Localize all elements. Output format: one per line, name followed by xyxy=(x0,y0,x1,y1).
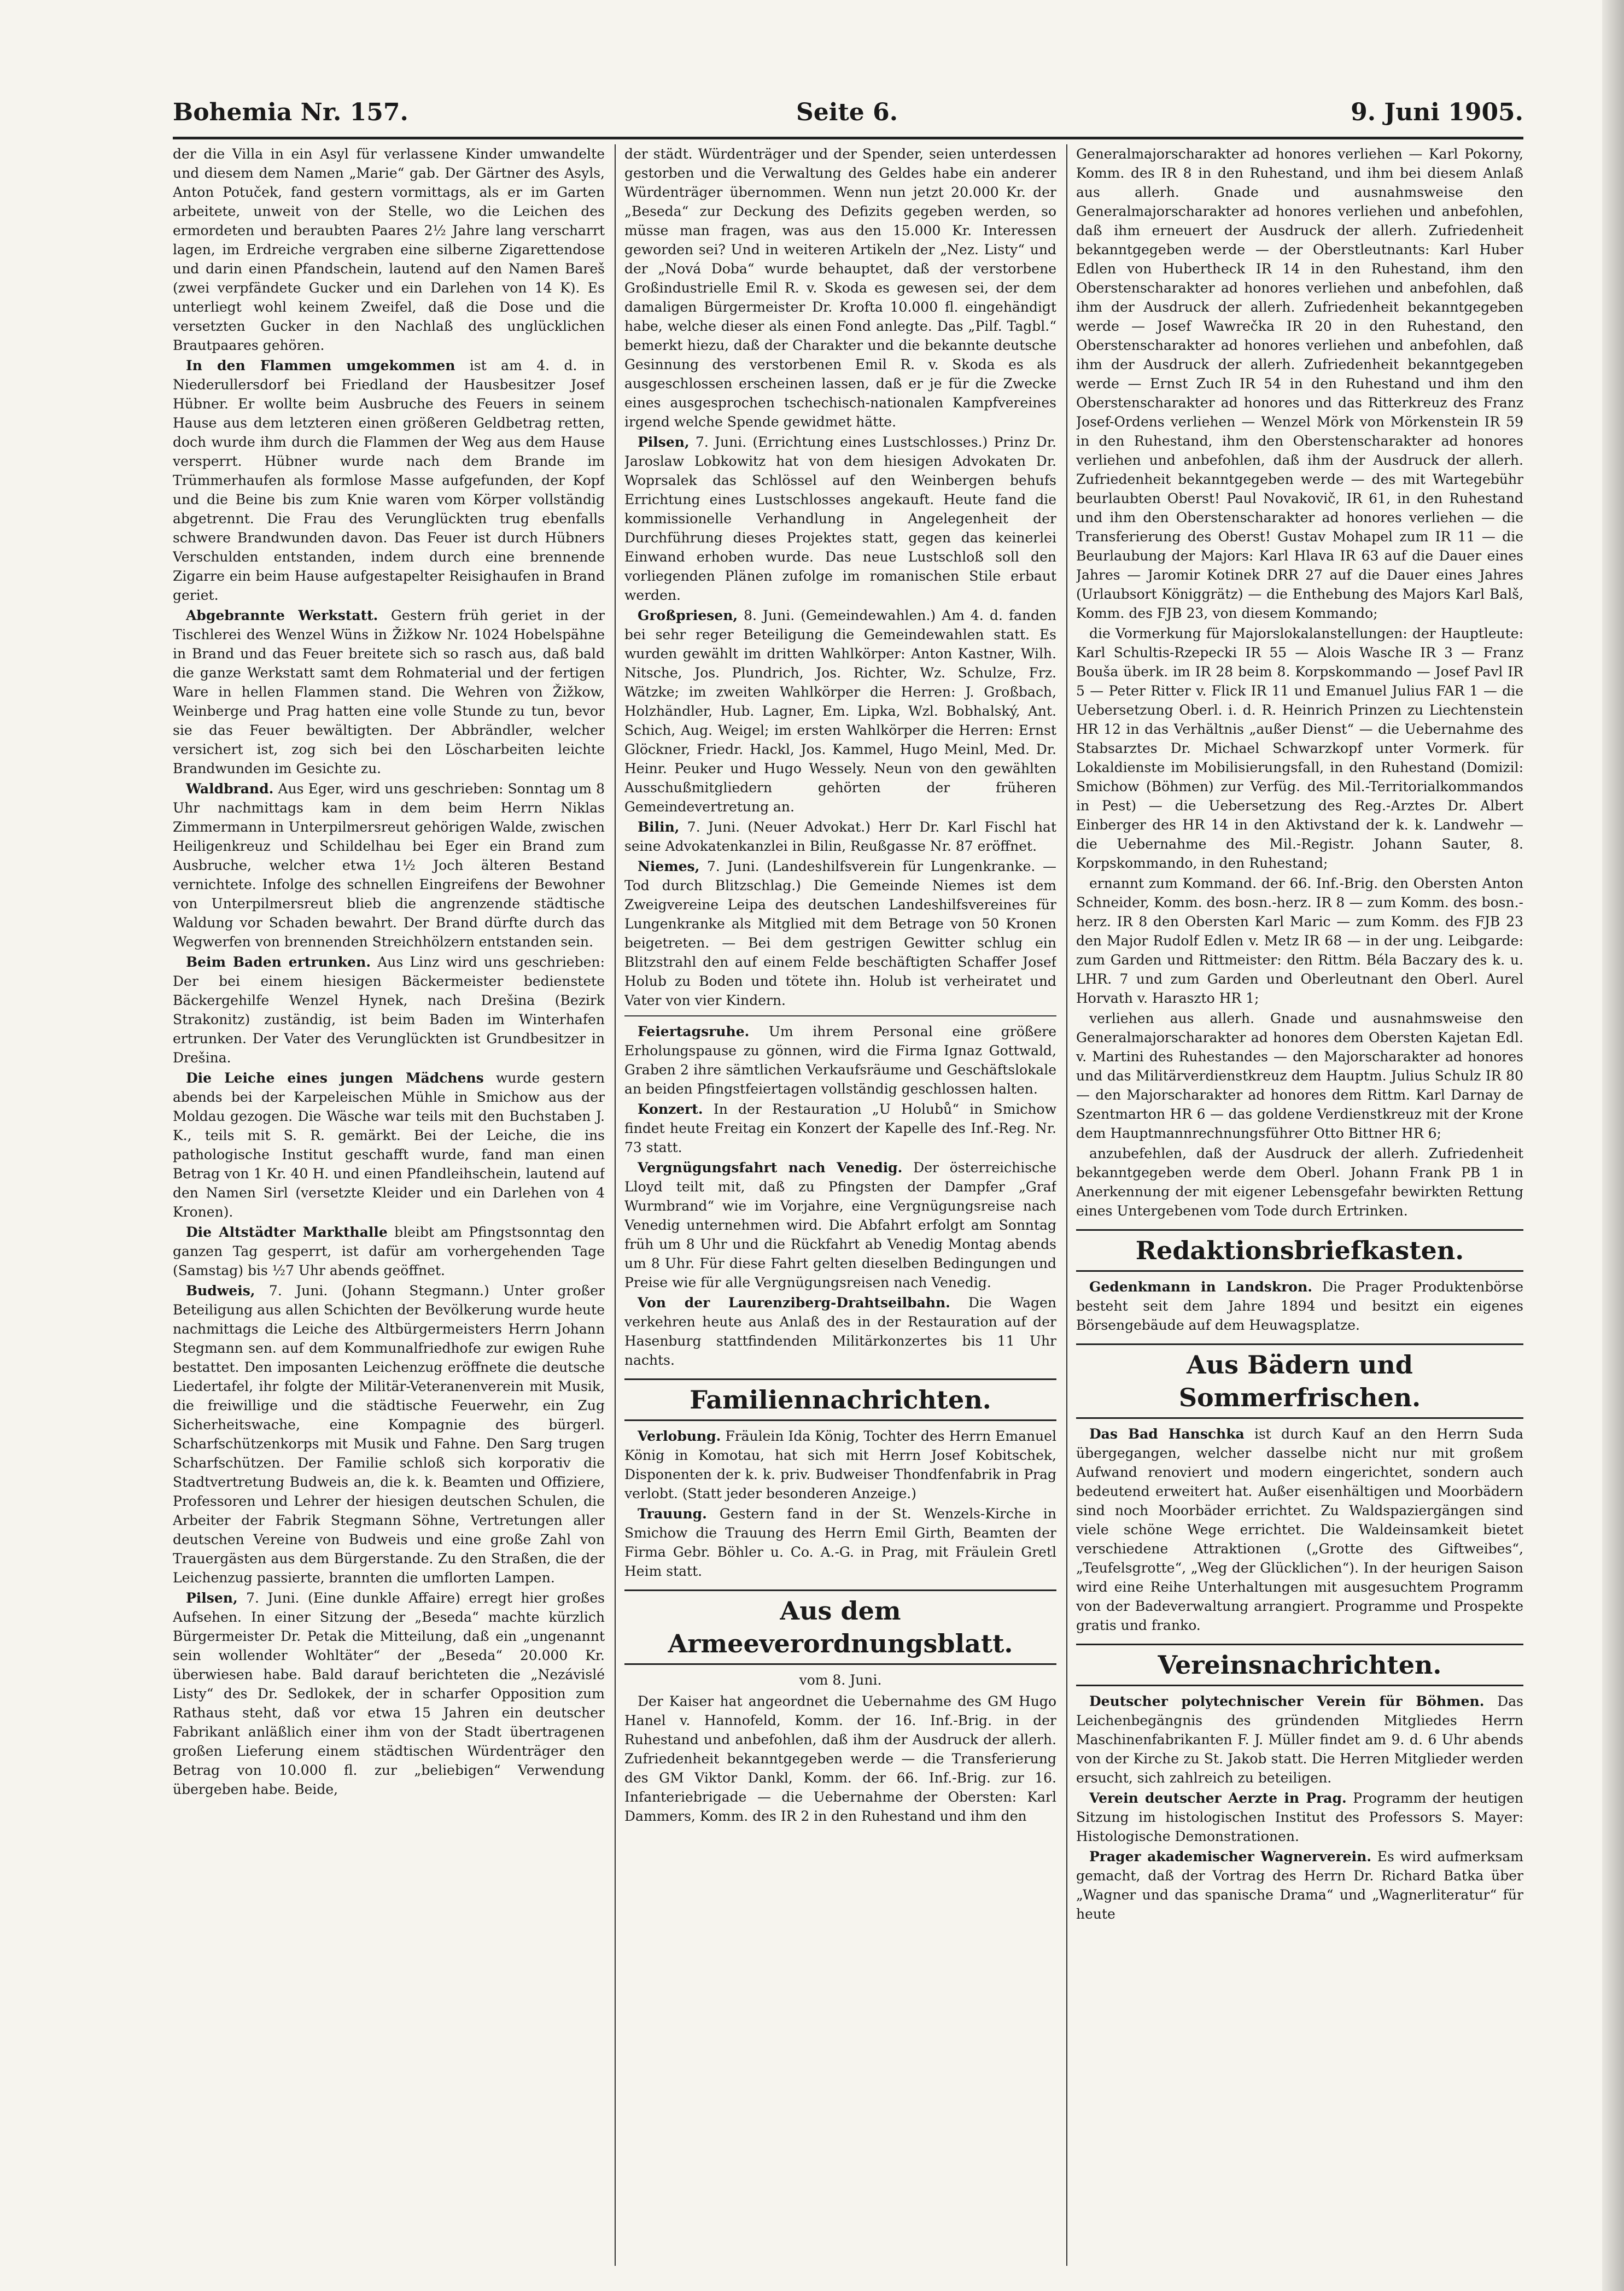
article-text: Um ihrem Personal eine größere Erholungspause zu gönnen, wird die Firma Ignaz Gottwald, Graben 2 ihre sämtlichen Verkaufsräume und Geschäftslokale an beiden Pfingstfeiertagen vollständig geschlossen halten. xyxy=(624,1024,1056,1097)
article-text: 7. Juni. (Johann Stegmann.) Unter großer Beteiligung aus allen Schichten der Bevölkerung wurde heute nachmittags die Leiche des Altbürgermeisters Herrn Johann Stegmann sen. auf dem Kommunalfriedhofe zur ewigen Ruhe bestattet. Den imposanten Leichenzug eröffnete die deutsche Liedertafel, ihr folgte der Militär-Veteranenverein mit Musik, die freiwillige und die städtische Feuerwehr, ein Zug Sicherheitswache, eine Kompagnie des bürgerl. Scharfschützenkorps mit Musik und Fahne. Den Sarg trugen Scharfschützen. Der Familie schloß sich korporativ die Stadtvertretung Budweis an, die k. k. Beamten und Offiziere, Professoren und Lehrer der hiesigen deutschen Schulen, die Arbeiter der Fabrik Stegmann Söhne, Vertretungen aller deutschen Vereine von Budweis und eine große Zahl von Trauergästen aus dem Bürgerstande. Zu den Straßen, die der Leichenzug passierte, brannten die umflorten Lampen. xyxy=(173,1283,605,1586)
article-headline: Trauung. xyxy=(638,1506,707,1522)
article-paragraph xyxy=(1076,1424,1523,1635)
article-paragraph xyxy=(624,433,1056,605)
article-paragraph xyxy=(173,1281,605,1587)
column-1 xyxy=(173,144,605,2266)
article-text: ist am 4. d. in Niederullersdorf bei Friedland der Hausbesitzer Josef Hübner. Er wollte beim Ausbruche des Feuers in seinem Hause aus dem letzteren einen größeren Geldbetrag retten, doch wurde ihm durch die Flammen der Weg aus dem Hause versperrt. Hübner wurde nach dem Brande im Trümmerhaufen als formlose Masse aufgefunden, der Kopf und die Beine bis zum Knie waren vom Körper vollständig abgetrennt. Die Frau des Verunglückten trug ebenfalls schwere Brandwunden davon. Das Feuer ist durch Hübners Verschulden entstanden, indem durch eine brennende Zigarre ein beim Hause aufgestapelter Reisighaufen in Brand geriet. xyxy=(173,358,605,603)
article-headline: Das Bad Hanschka xyxy=(1089,1426,1245,1442)
article-paragraph xyxy=(624,1427,1056,1503)
page-header xyxy=(173,98,1523,131)
article-headline: Prager akademischer Wagnerverein. xyxy=(1089,1849,1372,1865)
article-text: wurde gestern abends bei der Karpeleischen Mühle in Smichow aus der Moldau gezogen. Die Wäsche war teils mit den Buchstaben J. K., teils mit S. R. gemärkt. Bei der Leiche, die ins pathologische Institut geschafft wurde, fand man einen Betrag von 1 Kr. 40 H. und einen Pfandleihschein, lautend auf den Namen Sirl (versetzte Kleider und ein Darlehen von 4 Kronen). xyxy=(173,1070,605,1220)
article-headline: In den Flammen umgekommen xyxy=(186,358,455,373)
article-text: 7. Juni. (Landeshilfsverein für Lungenkranke. — Tod durch Blitzschlag.) Die Gemeinde Niemes ist dem Zweigvereine Leipa des deutschen Landeshilfsvereines für Lungenkranke als Mitglied mit dem Betrage von 50 Kronen beigetreten. — Bei dem gestrigen Gewitter schlug ein Blitzstrahl den auf einem Felde beschäftigten Schaffer Josef Holub zu Boden und tötete ihn. Holub ist verheiratet und Vater von vier Kindern. xyxy=(624,858,1056,1008)
section-heading: Redaktionsbriefkasten. xyxy=(1076,1229,1523,1272)
article-headline: Pilsen, xyxy=(638,434,690,450)
article-text: Programm der heutigen Sitzung im histologischen Institut des Professors S. Mayer: Histologische Demonstrationen. xyxy=(1076,1790,1523,1844)
column-divider xyxy=(615,144,616,2266)
article-headline: Vergnügungsfahrt nach Venedig. xyxy=(638,1160,903,1176)
section-heading: Aus Bädern und Sommerfrischen. xyxy=(1076,1343,1523,1419)
article-text: Aus Eger, wird uns geschrieben: Sonntag um 8 Uhr nachmittags kam in dem beim Herrn Niklas Zimmermann in Unterpilmersreut gehörigen Walde, zwischen Heiligenkreuz und Schildelhau bei Eger ein Brand zum Ausbruche, welcher etwa 1½ Joch älteren Bestand vernichtete. Infolge des schnellen Eingreifens der Bewohner von Unterpilmersreut blieb die angrenzende städtische Waldung vor Schaden bewahrt. Der Brand dürfte durch das Wegwerfen von brennenden Streichhölzern entstanden sein. xyxy=(173,781,605,950)
article-paragraph: verliehen aus allerh. Gnade und ausnahmsweise den Generalmajorscharakter ad honores dem Obersten Kajetan Edl. v. Martini des Ruhestandes — den Majorscharakter ad honores und das Militärverdienstkreuz dem Hauptm. Julius Schulz IR 80 — den Majorscharakter ad honores dem Rittm. Karl Darnay de Szentmarton HR 6 — das goldene Verdienstkreuz mit der Krone dem Hauptmannrechnungsführer Otto Bittner HR 6; xyxy=(1076,1010,1523,1141)
article-headline: Beim Baden ertrunken. xyxy=(186,954,371,970)
article-paragraph xyxy=(173,1068,605,1222)
article-headline: Die Leiche eines jungen Mädchens xyxy=(186,1070,484,1086)
column-2 xyxy=(624,144,1056,2266)
article-text: 7. Juni. (Neuer Advokat.) Herr Dr. Karl Fischl hat seine Advokatenkanzlei in Bilin, Reußgasse Nr. 87 eröffnet. xyxy=(624,819,1056,854)
article-text: Die Wagen verkehren heute aus Anlaß des in der Restauration auf der Hasenburg stattfindenden Militärkonzertes bis 11 Uhr nachts. xyxy=(624,1295,1056,1368)
article-paragraph: der die Villa in ein Asyl für verlassene Kinder umwandelte und diesem dem Namen „Marie“ gab. Der Gärtner des Asyls, Anton Potuček, fand gestern vormittags, als er im Garten arbeitete, unweit von der Stelle, wo die Leichen des ermordeten und beraubten Paares 2½ Jahre lang verscharrt lagen, im Erdreiche vergraben eine silberne Zigarettendose und darin einen Pfandschein, lautend auf den Namen Bareš (zwei verpfändete Gucker und ein Darlehen von 14 K). Es unterliegt wohl keinem Zweifel, daß die Dose und die versetzten Gucker in den Nachlaß des unglücklichen Brautpaares gehören. xyxy=(173,146,605,353)
section-divider xyxy=(624,1015,1056,1016)
article-paragraph: Der Kaiser hat angeordnet die Uebernahme des GM Hugo Hanel v. Hannofeld, Komm. der 16. Inf.-Brig. in der Ruhestand und anbefohlen, daß ihm der Ausdruck der allerh. Zufriedenheit bekanntgegeben werde — die Transferierung des GM Viktor Dankl, Komm. der 66. Inf.-Brig. zur 16. Infanteriebrigade — die Uebernahme der Obersten: Karl Dammers, Komm. des IR 2 in den Ruhestand und ihm den xyxy=(624,1693,1056,1824)
article-paragraph: ernannt zum Kommand. der 66. Inf.-Brig. den Obersten Anton Schneider, Komm. des bosn.-herz. IR 8 — zum Komm. des bosn.-herz. IR 8 den Obersten Karl Maric — zum Komm. des FJB 23 den Major Rudolf Edlen v. Metz IR 68 — in der ung. Leibgarde: zum Garden und Rittmeister: den Rittm. Béla Baczary des k. u. LHR. 7 und zum Garden und Oberleutnant den Oberl. Aurel Horvath v. Haraszto HR 1; xyxy=(1076,875,1523,1006)
article-text: bleibt am Pfingstsonntag den ganzen Tag gesperrt, ist dafür am vorhergehenden Tage (Samstag) bis ½7 Uhr abends geöffnet. xyxy=(173,1224,605,1278)
article-paragraph: der städt. Würdenträger und der Spender, seien unterdessen gestorben und die Verwaltung des Geldes habe ein anderer Würdenträger übernommen. Wenn nun jetzt 20.000 Kr. der „Beseda“ zur Deckung des Defizits gegeben werden, so müsse man fragen, was aus den 15.000 Kr. Interessen geworden sei? Und in weiteren Artikeln der „Nez. Listy“ und der „Nová Doba“ wurde behauptet, daß der verstorbene Großindustrielle Emil R. v. Skoda es gewesen sei, der dem damaligen Bürgermeister Dr. Krofta 10.000 fl. eingehändigt habe, welche dieser als einen Fond anlegte. Das „Pilf. Tagbl.“ bemerkt hiezu, daß der Charakter und die bekannte deutsche Gesinnung des verstorbenen Emil R. v. Skoda es als ausgeschlossen erscheinen lassen, daß er je für die Zwecke eines ausgesprochen tschechisch-nationalen Kampfvereines irgend welche Spende gewidmet hätte. xyxy=(624,146,1056,430)
article-headline: Gedenkmann in Landskron. xyxy=(1089,1279,1312,1295)
article-text: ist durch Kauf an den Herrn Suda übergegangen, welcher dasselbe nicht nur mit großem Aufwand renoviert und modern eingerichtet, sondern auch bedeutend erweitert hat. Außer eisenhältigen und Moorbädern sind noch Moorbäder errichtet. Zu Waldspaziergängen sind viele schöne Wege errichtet. Die Waldeinsamkeit bietet verschiedene Attraktionen („Grotte des Giftweibes“, „Teufelsgrotte“, „Weg der Glücklichen“). In der heurigen Saison wird eine Reihe Unterhaltungen mit ausgesuchtem Programm von der Badeverwaltung arrangiert. Programme und Prospekte gratis und franko. xyxy=(1076,1426,1523,1633)
article-paragraph: anzubefehlen, daß der Ausdruck der allerh. Zufriedenheit bekanntgegeben werde dem Oberl. Johann Frank PB 1 in Anerkennung der mit eigener Lebensgefahr bewirkten Rettung eines Untergebenen vom Tode durch Ertrinken. xyxy=(1076,1146,1523,1219)
article-text: In der Restauration „U Holubů“ in Smichow findet heute Freitag ein Konzert der Kapelle des Inf.-Reg. Nr. 73 statt. xyxy=(624,1101,1056,1155)
column-divider xyxy=(1066,144,1067,2266)
masthead-issue: Bohemia Nr. 157. xyxy=(173,98,408,126)
page-number: Seite 6. xyxy=(796,98,898,126)
article-text: Das Leichenbegängnis des gründenden Mitgliedes Herrn Maschinenfabrikanten F. J. Müller findet am 9. d. 6 Uhr abends von der Kirche zu St. Jakob statt. Die Herren Mitglieder werden ersucht, sich zahlreich zu beteiligen. xyxy=(1076,1693,1523,1786)
article-paragraph xyxy=(1076,1277,1523,1335)
section-date: vom 8. Juni. xyxy=(799,1672,882,1688)
article-paragraph xyxy=(624,1100,1056,1157)
article-headline: Konzert. xyxy=(638,1101,703,1117)
article-paragraph: Generalmajorscharakter ad honores verliehen — Karl Pokorny, Komm. des IR 8 in den Ruhestand, und ihm bei diesem Anlaß aus allerh. Gnade und ausnahmsweise den Generalmajorscharakter ad honores verliehen und anbefohlen, daß ihm erneuert der Ausdruck der allerh. Zufriedenheit bekanntgegeben werde — der Oberstleutnants: Karl Huber Edlen von Hubertheck IR 14 in den Ruhestand, ihm den Oberstenscharakter ad honores verliehen und anbefohlen, daß ihm der Ausdruck der allerh. Zufriedenheit bekanntgegeben werde — Josef Wawrečka IR 20 in den Ruhestand, den Oberstenscharakter ad honores verliehen und anbefohlen, daß ihm der Ausdruck der allerh. Zufriedenheit bekanntgegeben werde — Ernst Zuch IR 54 in den Ruhestand und ihm den Oberstenscharakter ad honores und das Ritterkreuz des Franz Josef-Ordens verliehen — Wenzel Mörk von Mörkenstein IR 59 in den Ruhestand, ihm den Oberstenscharakter ad honores verliehen und anbefohlen, daß ihm der Ausdruck der allerh. Zufriedenheit bekanntgegeben werde — des mit Wartegebühr beurlaubten Oberst! Paul Novakovič, IR 61, in den Ruhestand und ihm den Oberstenscharakter ad honores verliehen — die Transferierung des Oberst! Gustav Mohapel zum IR 11 — die Beurlaubung der Majors: Karl Hlava IR 63 auf die Dauer eines Jahres — Jaromir Kotinek DRR 27 auf die Dauer eines Jahres (Urlaubsort Königgrätz) — die Enthebung des Majors Karl Balš, Komm. des FJB 23, von diesem Kommando; xyxy=(1076,146,1523,621)
article-text: Gestern früh geriet in der Tischlerei des Wenzel Wüns in Žižkow Nr. 1024 Hobelspähne in Brand und das Feuer breitete sich so rasch aus, daß bald die ganze Werkstatt samt dem Rohmaterial und der fertigen Ware in hellen Flammen stand. Die Wehren von Žižkow, Weinberge und Prag hatten eine volle Stunde zu tun, bevor sie das Feuer bewältigten. Der Abbrändler, welcher versichert ist, zog sich bei den Löscharbeiten leichte Brandwunden im Gesichte zu. xyxy=(173,607,605,776)
article-paragraph: die Vormerkung für Majorslokalanstellungen: der Hauptleute: Karl Schultis-Rzepecki IR 55 — Alois Wasche IR 3 — Franz Bouša überk. im IR 28 beim 8. Korpskommando — Josef Pavl IR 5 — Peter Ritter v. Flick IR 11 und Emanuel Julius FAR 1 — die Uebersetzung Oberl. i. d. R. Heinrich Prinzen zu Liechtenstein HR 12 in das Verhältnis „außer Dienst“ — die Uebernahme des Stabsarztes Dr. Michael Schwarzkopf unter Vormerk. für Lokaldienste im Mobilisierungsfall, in den Ruhestand (Domizil: Smichow (Böhmen) zur Verfüg. des Mil.-Territorialkommandos in Pest) — die Uebersetzung des Reg.-Arztes Dr. Albert Einberger des HR 14 in den Aktivstand der k. k. Landwehr — die Uebernahme des Mil.-Registr. Johann Sauter, 8. Korpskommando, in den Ruhestand; xyxy=(1076,626,1523,871)
article-headline: Abgebrannte Werkstatt. xyxy=(186,607,378,623)
article-headline: Niemes, xyxy=(638,858,700,874)
article-paragraph xyxy=(624,1504,1056,1581)
article-headline: Bilin, xyxy=(638,819,680,835)
article-text: Fräulein Ida König, Tochter des Herrn Emanuel König in Komotau, hat sich mit Herrn Josef Kobitschek, Disponenten der k. k. priv. Budweiser Thondfenfabrik in Prag verlobt. (Statt jeder besonderen Anzeige.) xyxy=(624,1428,1056,1501)
article-paragraph xyxy=(624,857,1056,1010)
article-paragraph xyxy=(624,1022,1056,1098)
article-paragraph xyxy=(624,606,1056,816)
article-paragraph xyxy=(173,1223,605,1280)
article-headline: Pilsen, xyxy=(186,1590,238,1606)
column-3 xyxy=(1076,144,1523,2266)
article-paragraph xyxy=(173,779,605,951)
article-paragraph xyxy=(1076,1789,1523,1846)
article-headline: Verein deutscher Aerzte in Prag. xyxy=(1089,1790,1347,1806)
article-headline: Großpriesen, xyxy=(638,607,738,623)
article-headline: Feiertagsruhe. xyxy=(638,1024,750,1039)
article-text: 7. Juni. (Errichtung eines Lustschlosses.) Prinz Dr. Jaroslaw Lobkowitz hat von dem hiesigen Advokaten Dr. Woprsalek das Schlössel auf den Weinbergen behufs Errichtung eines Lustschlosses angekauft. Heute fand die kommissionelle Verhandlung in Angelegenheit der Durchführung dieses Projektes statt, gegen das keinerlei Einwand erhoben wurde. Das neue Lustschloß soll den vorliegenden Plänen zufolge im romanischen Stile erbaut werden. xyxy=(624,434,1056,603)
article-text: 8. Juni. (Gemeindewahlen.) Am 4. d. fanden bei sehr reger Beteiligung die Gemeindewahlen statt. Es wurden gewählt im dritten Wahlkörper: Anton Kastner, Wilh. Nitsche, Jos. Plundrich, Jos. Richter, Wz. Schulze, Frz. Wätzke; im zweiten Wahlkörper die Herren: J. Großbach, Holzhändler, Hub. Lagner, Em. Lipka, Wzl. Bobhalský, Ant. Schich, Aug. Weigel; im ersten Wahlkörper die Herren: Ernst Glöckner, Friedr. Hackl, Jos. Kammel, Hugo Meinl, Med. Dr. Heinr. Peuker und Hugo Wessely. Neun von den gewählten Ausschußmitgliedern gehörten der früheren Gemeindevertretung an. xyxy=(624,607,1056,815)
article-text: Es wird aufmerksam gemacht, daß der Vortrag des Herrn Dr. Richard Batka über „Wagner und das spanische Drama“ und „Wagnerliteratur“ für heute xyxy=(1076,1849,1523,1922)
issue-date: 9. Juni 1905. xyxy=(1351,98,1523,126)
article-paragraph xyxy=(624,817,1056,856)
article-headline: Die Altstädter Markthalle xyxy=(186,1224,388,1240)
header-rule xyxy=(173,137,1523,139)
article-paragraph xyxy=(173,952,605,1067)
article-headline: Waldbrand. xyxy=(186,781,274,797)
page-fold-shadow xyxy=(1602,0,1624,2291)
article-paragraph xyxy=(624,1158,1056,1292)
article-paragraph xyxy=(1076,1847,1523,1924)
article-text: 7. Juni. (Eine dunkle Affaire) erregt hier großes Aufsehen. In einer Sitzung der „Beseda“ machte kürzlich Bürgermeister Dr. Petak die Mitteilung, daß ein „ungenannt sein wollender Wohltäter“ der „Beseda“ 20.000 Kr. überwiesen habe. Bald darauf berichteten die „Nezávislé Listy“ des Dr. Sedlokek, der in scharfer Opposition zum Rathaus steht, daß vor etwa 15 Jahren ein deutscher Fabrikant anläßlich einer ihm von der Stadt übertragenen großen Lieferung einem städtischen Würdenträger den Betrag von 10.000 fl. zur „beliebigen“ Verwendung übergeben habe. Beide, xyxy=(173,1590,605,1797)
article-headline: Von der Laurenziberg-Drahtseilbahn. xyxy=(638,1295,950,1311)
section-heading: Aus dem Armeeverordnungsblatt. xyxy=(624,1589,1056,1665)
article-text: Der österreichische Lloyd teilt mit, daß zu Pfingsten der Dampfer „Graf Wurmbrand“ wie im Vorjahre, eine Vergnügungsreise nach Venedig unternehmen wird. Die Abfahrt erfolgt am Sonntag früh um 8 Uhr und die Rückfahrt ab Venedig Montag abends um 8 Uhr. Für diese Fahrt gelten dieselben Bedingungen und Preise wie für alle Vergnügungsreisen nach Venedig. xyxy=(624,1160,1056,1290)
section-heading: Vereinsnachrichten. xyxy=(1076,1644,1523,1686)
article-paragraph xyxy=(173,356,605,605)
section-heading: Familiennachrichten. xyxy=(624,1378,1056,1421)
article-paragraph xyxy=(624,1293,1056,1370)
article-text: Die Prager Produktenbörse besteht seit dem Jahre 1894 und besitzt ein eigenes Börsengebäude auf dem Heuwagsplatze. xyxy=(1076,1279,1523,1333)
article-paragraph xyxy=(1076,1692,1523,1787)
article-paragraph xyxy=(173,1588,605,1799)
article-headline: Verlobung. xyxy=(638,1428,721,1444)
article-headline: Deutscher polytechnischer Verein für Böhmen. xyxy=(1089,1693,1485,1709)
article-text: Aus Linz wird uns geschrieben: Der bei einem hiesigen Bäckermeister bedienstete Bäckergehilfe Wenzel Hynek, nach Drešina (Bezirk Strakonitz) zuständig, ist beim Baden im Winterhafen ertrunken. Der Vater des Verunglückten ist Grundbesitzer in Drešina. xyxy=(173,954,605,1066)
article-text: Gestern fand in der St. Wenzels-Kirche in Smichow die Trauung des Herrn Emil Girth, Beamten der Firma Gebr. Böhler u. Co. A.-G. in Prag, mit Fräulein Gretl Heim statt. xyxy=(624,1506,1056,1579)
article-paragraph xyxy=(173,606,605,778)
article-headline: Budweis, xyxy=(186,1283,255,1299)
